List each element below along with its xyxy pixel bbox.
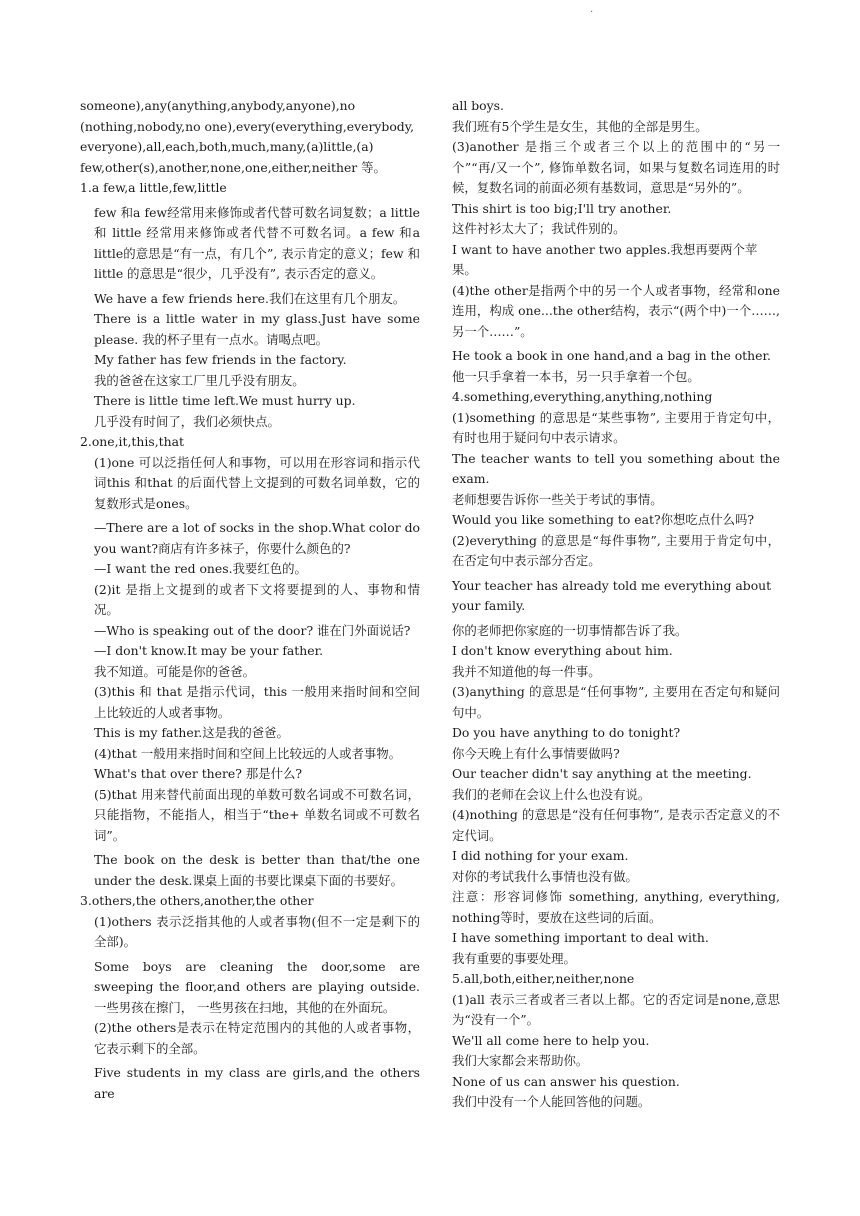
text-line: (nothing,nobody,no one),every(everything,everybody, (80, 118, 415, 134)
text-line: 老师想要告诉你一些关于考试的事情。 (452, 491, 663, 507)
text-line: I don't know everything about him. (452, 643, 673, 658)
text-line: 我们大家都会来帮助你。 (452, 1053, 589, 1068)
text-line: few,other(s),another,none,one,either,neither 等。 (80, 159, 386, 175)
text-line: My father has few friends in the factory. (94, 352, 347, 367)
text-line: 注意：形容词修饰 something, anything, everything, nothing等时，要放在这些词的后面。 (452, 889, 780, 925)
header-mark: . (590, 4, 594, 15)
text-line: (1)one 可以泛指任何人和事物，可以用在形容词和指示代词this 和that 的后面代替上文提到的可数名词单数，它的复数形式是ones。 (94, 454, 420, 511)
text-line: The teacher wants to tell you something about the exam. (452, 450, 780, 486)
text-line: 你今天晚上有什么事情要做吗? (452, 745, 620, 761)
text-line: 我们中没有一个人能回答他的问题。 (452, 1094, 651, 1109)
text-line: (5)that 用来替代前面出现的单数可数名词或不可数名词，只能指物，不能指人，相当于“the+ 单数名词或不可数名词”。 (94, 786, 420, 843)
text-line: What's that over there? 那是什么? (94, 766, 303, 781)
text-line: 1.a few,a little,few,little (80, 180, 227, 195)
text-line: Your teacher has already told me everything about your family. (452, 577, 772, 613)
left-column (80, 96, 420, 1104)
text-line: (2)the others是表示在特定范围内的其他的人或者事物，它表示剩下的全部。 (94, 1020, 420, 1056)
text-line: Would you like something to eat?你想吃点什么吗? (452, 512, 755, 527)
text-line: 我们班有5个学生是女生，其他的全部是男生。 (452, 118, 708, 134)
text-line: 3.others,the others,another,the other (80, 893, 314, 908)
text-line: (1)others 表示泛指其他的人或者事物(但不一定是剩下的全部)。 (94, 913, 420, 949)
text-line: all boys. (452, 98, 504, 113)
text-line: None of us can answer his question. (452, 1073, 680, 1089)
text-line: everyone),all,each,both,much,many,(a)little,(a) (80, 139, 374, 154)
text-line: (3)this 和 that 是指示代词，this 一般用来指时间和空间上比较近的人或者事物。 (94, 684, 420, 720)
text-line: The book on the desk is better than that/the one under the desk.课桌上面的书要比课桌下面的书要好。 (94, 852, 420, 888)
text-line: Our teacher didn't say anything at the meeting. (452, 766, 752, 781)
text-line: (1)something 的意思是“某些事物”, 主要用于肯定句中，有时也用于疑问句中表示请求。 (452, 409, 780, 445)
text-line: This shirt is too big;I'll try another. (452, 200, 672, 216)
text-line: (4)nothing 的意思是“没有任何事物”, 是表示否定意义的不定代词。 (452, 807, 780, 843)
text-line: This is my father.这是我的爸爸。 (94, 725, 289, 740)
right-column (452, 96, 780, 1113)
text-line: There is little time left.We must hurry up. (94, 393, 356, 408)
text-line: (3)anything 的意思是“任何事物”, 主要用在否定句和疑问句中。 (452, 684, 780, 720)
text-line: 我有重要的事要处理。 (452, 950, 576, 966)
text-line: 我们的老师在会议上什么也没有说。 (452, 786, 651, 802)
text-line: 对你的考试我什么事情也没有做。 (452, 868, 638, 884)
text-line: someone),any(anything,anybody,anyone),no (80, 98, 356, 113)
text-line: Five students in my class are girls,and the others are (94, 1065, 420, 1101)
text-line: I did nothing for your exam. (452, 848, 629, 863)
text-line: Some boys are cleaning the door,some are sweeping the floor,and others are playing outside.一些男孩在擦门， 一些男孩在扫地，其他的在外面玩。 (94, 958, 420, 1015)
text-line: (1)all 表示三者或者三者以上都。它的否定词是none,意思为“没有一个”。 (452, 991, 780, 1027)
text-line: I want to have another two apples.我想再要两个苹果。 (452, 241, 758, 277)
text-line: (2)everything 的意思是“每件事物”, 主要用于肯定句中，在否定句中表示部分否定。 (452, 532, 780, 568)
text-line: 5.all,both,either,neither,none (452, 971, 635, 986)
text-line: (3)another 是指三个或者三个以上的范围中的“另一个”“再/又一个”, 修饰单数名词，如果与复数名词连用的时候，复数名词的前面必须有基数词，意思是“另外的”。 (452, 139, 780, 195)
text-line: (2)it 是指上文提到的或者下文将要提到的人、事物和情况。 (94, 581, 420, 617)
text-line: We'll all come here to help you. (452, 1032, 650, 1048)
text-line: 这件衬衫太大了；我试件别的。 (452, 221, 626, 236)
text-line: 我并不知道他的每一件事。 (452, 663, 601, 679)
text-line: few 和a few经常用来修饰或者代替可数名词复数；a little 和 little 经常用来修饰或者代替不可数名词。a few 和a little的意思是“有一点，有几个”, 表示肯定的意义；few 和 little 的意思是“很少，几乎没有”, 表示否定的意义。 (94, 204, 420, 281)
text-line: 我的爸爸在这家工厂里几乎没有朋友。 (94, 372, 305, 388)
text-line: We have a few friends here.我们在这里有几个朋友。 (94, 290, 406, 306)
text-line: —I want the red ones.我要红色的。 (94, 561, 307, 576)
text-line: There is a little water in my glass.Just have some please. 我的杯子里有一点水。请喝点吧。 (94, 311, 420, 347)
text-line: —There are a lot of socks in the shop.What color do you want?商店有许多袜子，你要什么颜色的? (94, 520, 420, 556)
text-line: —I don't know.It may be your father. (94, 643, 324, 658)
text-line: 你的老师把你家庭的一切事情都告诉了我。 (452, 622, 688, 638)
text-line: (4)that 一般用来指时间和空间上比较远的人或者事物。 (94, 745, 402, 761)
text-line: (4)the other是指两个中的另一个人或者事物，经常和one连用，构成 one...the other结构，表示“(两个中)一个……, 另一个……”。 (452, 282, 780, 339)
text-line: —Who is speaking out of the door? 谁在门外面说话? (94, 622, 411, 638)
text-line: He took a book in one hand,and a bag in the other. (452, 348, 771, 363)
text-line: Do you have anything to do tonight? (452, 725, 681, 740)
text-line: 4.something,everything,anything,nothing (452, 389, 713, 404)
text-line: 他一只手拿着一本书，另一只手拿着一个包。 (452, 368, 700, 384)
text-line: 我不知道。可能是你的爸爸。 (94, 663, 256, 679)
text-line: I have something important to deal with. (452, 930, 709, 945)
text-line: 几乎没有时间了，我们必须快点。 (94, 413, 280, 429)
text-line: 2.one,it,this,that (80, 434, 184, 449)
